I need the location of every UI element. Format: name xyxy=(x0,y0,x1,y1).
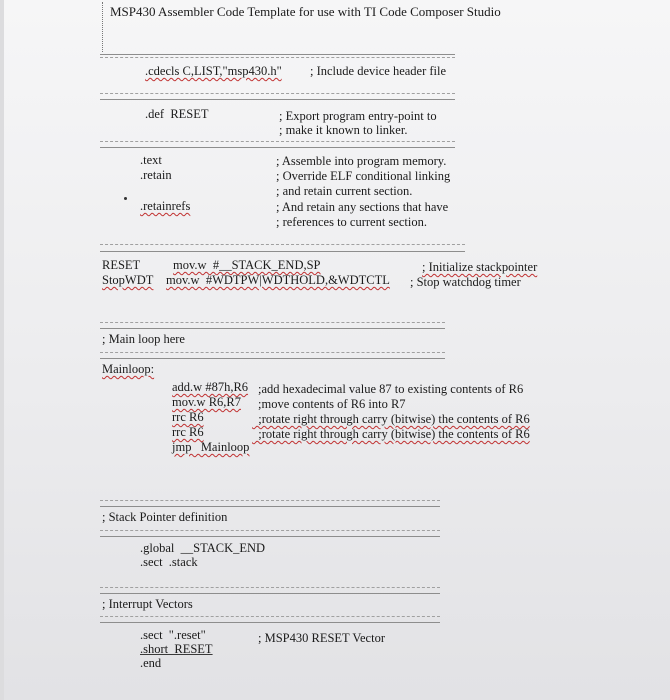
separator-2b xyxy=(100,99,455,100)
separator-5b xyxy=(100,328,445,329)
def-comment-1: ; Export program entry-point to xyxy=(279,109,437,123)
def-line: .def RESET xyxy=(145,107,209,121)
mainloop-instr-3 xyxy=(172,410,204,424)
separator-7 xyxy=(100,500,440,501)
separator-1b xyxy=(100,57,455,58)
mainloop-comment-2: ;move contents of R6 into R7 xyxy=(258,397,406,411)
sect-reset-comment: ; MSP430 RESET Vector xyxy=(258,631,385,645)
separator-8b xyxy=(100,536,440,537)
mainloop-comment-4 xyxy=(252,427,530,441)
stopwdt-instruction xyxy=(166,273,390,287)
mainloop-comment-3-text: ;rotate right through carry (bitwise) the contents of R6 xyxy=(252,412,530,426)
separator-1 xyxy=(100,54,455,55)
reset-comment-text: ; Initialize stackpointer xyxy=(422,260,538,274)
mainloop-instr-1 xyxy=(172,380,248,394)
document-title: MSP430 Assembler Code Template for use with TI Code Composer Studio xyxy=(110,4,501,19)
mainloop-instr-2 xyxy=(172,395,241,409)
separator-2 xyxy=(100,93,455,94)
document-page xyxy=(4,0,670,700)
stopwdt-label xyxy=(102,273,153,287)
stopwdt-comment: ; Stop watchdog timer xyxy=(410,275,521,289)
asm-comment-1: ; Assemble into program memory. xyxy=(276,154,447,168)
reset-comment xyxy=(422,260,537,274)
reset-label: RESET xyxy=(102,258,141,272)
separator-8 xyxy=(100,530,440,531)
separator-4 xyxy=(100,244,465,245)
global-directive: .global __STACK_END xyxy=(140,541,266,555)
reset-instruction xyxy=(173,258,321,272)
stopwdt-instruction-text: mov.w #WDTPW|WDTHOLD,&WDTCTL xyxy=(166,273,390,287)
separator-6b xyxy=(100,358,445,359)
mainloop-instr-2-text: mov.w R6,R7 xyxy=(172,395,241,409)
reset-instruction-text: mov.w #__STACK_END,SP xyxy=(173,258,321,272)
mainloop-instr-4 xyxy=(172,425,204,439)
separator-3 xyxy=(100,141,455,142)
short-reset-line xyxy=(140,642,213,656)
cdecls-comment: ; Include device header file xyxy=(310,64,447,78)
mainloop-instr-5 xyxy=(172,440,249,454)
mainloop-instr-5-text: jmp Mainloop xyxy=(172,440,250,454)
mainloop-label xyxy=(102,362,154,376)
stack-comment: ; Stack Pointer definition xyxy=(102,510,228,524)
retain-directive: .retain xyxy=(140,168,172,182)
sect-stack-directive: .sect .stack xyxy=(140,555,198,569)
short-reset-text: .short RESET xyxy=(140,642,213,656)
separator-5 xyxy=(100,322,445,323)
def-comment-2: ; make it known to linker. xyxy=(279,123,408,137)
mainloop-comment-3 xyxy=(252,412,530,426)
separator-4b xyxy=(100,251,465,252)
mainloop-instr-3-text: rrc R6 xyxy=(172,410,204,424)
mainloop-label-text: Mainloop: xyxy=(102,362,155,376)
asm-comment-2: ; Override ELF conditional linking xyxy=(276,169,451,183)
cdecls-line xyxy=(145,64,282,78)
mainloop-comment-4-text: ;rotate right through carry (bitwise) the contents of R6 xyxy=(252,427,530,441)
separator-9 xyxy=(100,587,440,588)
mainloop-instr-4-text: rrc R6 xyxy=(172,425,204,439)
separator-10b xyxy=(100,622,440,623)
retainrefs-directive: .retainrefs xyxy=(140,199,191,213)
bullet-mark xyxy=(124,197,127,200)
separator-3b xyxy=(100,147,455,148)
asm-comment-4: ; And retain any sections that have xyxy=(276,200,449,214)
stopwdt-label-text: StopWDT xyxy=(102,273,154,287)
asm-comment-3: ; and retain current section. xyxy=(276,184,413,198)
sect-reset-directive: .sect ".reset" xyxy=(140,628,206,642)
end-directive: .end xyxy=(140,656,162,670)
mainloop-comment-1: ;add hexadecimal value 87 to existing contents of R6 xyxy=(258,382,524,396)
retainrefs-line xyxy=(140,199,190,213)
cdecls-directive: .cdecls C,LIST,"msp430.h" xyxy=(145,64,282,78)
interrupt-comment: ; Interrupt Vectors xyxy=(102,597,193,611)
left-margin-marks xyxy=(102,2,103,52)
mainloop-comment-line: ; Main loop here xyxy=(102,332,185,346)
separator-7b xyxy=(100,506,440,507)
separator-10 xyxy=(100,616,440,617)
separator-6 xyxy=(100,352,445,353)
text-directive: .text xyxy=(140,153,162,167)
separator-9b xyxy=(100,593,440,594)
mainloop-instr-1-text: add.w #87h,R6 xyxy=(172,380,249,394)
asm-comment-5: ; references to current section. xyxy=(276,215,427,229)
